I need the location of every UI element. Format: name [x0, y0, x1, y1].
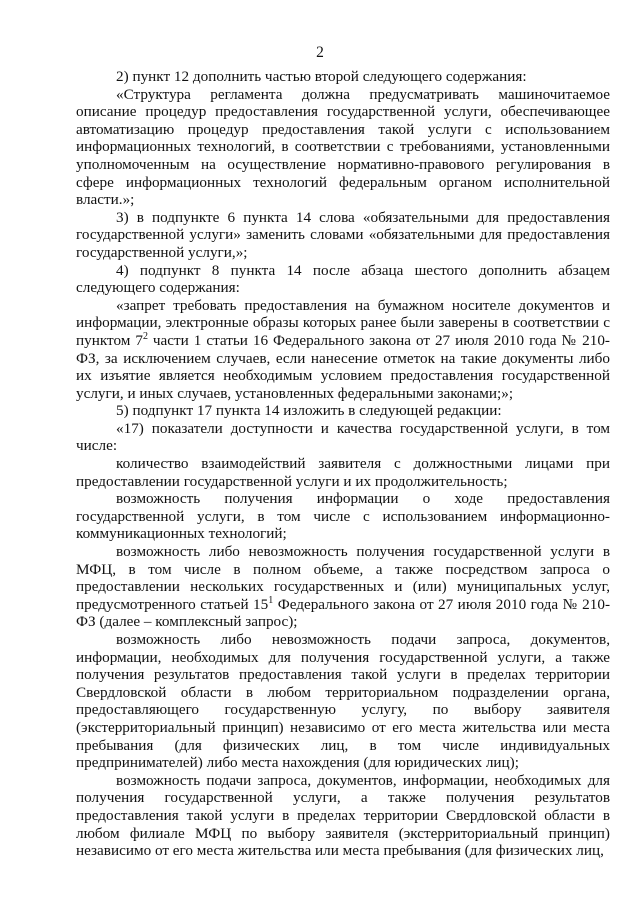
paragraph-info-progress: возможность получения информации о ходе предоставления государственной услуги, в том числе с использованием информационно-коммуникационных технологий;	[76, 490, 610, 543]
document-body	[76, 68, 610, 860]
paragraph-item-3: 3) в подпункте 6 пункта 14 слова «обязательными для предоставления государственной услуги» заменить словами «обязательными для предоставления государственной услуги,»;	[76, 208, 610, 261]
superscript-index: 1	[268, 594, 274, 606]
paragraph-mfc-service	[76, 543, 610, 631]
paragraph-interactions: количество взаимодействий заявителя с должностными лицами при предоставлении государственной услуги и их продолжительность;	[76, 455, 610, 490]
superscript-index: 2	[142, 330, 148, 342]
paragraph-mfc-service-text: возможность либо невозможность получения государственной услуги в МФЦ, в том числе в полном объеме, а также посредством запроса о предоставлении нескольких государственных и (или) муниципальных услуг, предусмотренного статьей 15	[76, 543, 610, 613]
paragraph-mfc-service-text-cont: Федерального закона от 27 июля 2010 года № 210-ФЗ (далее – комплексный запрос);	[76, 595, 611, 631]
paragraph-extraterritorial-mfc: возможность подачи запроса, документов, информации, необходимых для получения государственной услуги, а также получения результатов предоставления такой услуги в пределах территории Свердловской области в любом филиале МФЦ по выбору заявителя (экстерриториальный принцип) независимо от его места жительства или места пребывания (для физических лиц,	[76, 771, 610, 860]
paragraph-structure-quote: «Структура регламента должна предусматривать машиночитаемое описание процедур предоставления государственной услуги, обеспечивающее автоматизацию процедур предоставления такой услуги с использованием информационных технологий, в соответствии с требованиями, установленными уполномоченным на осуществление нормативно-правового регулирования в сфере информационных технологий федеральным органом исполнительной власти.»;	[76, 85, 610, 209]
paragraph-paper-ban	[76, 297, 610, 403]
paragraph-paper-ban-text: «запрет требовать предоставления на бумажном носителе документов и информации, электронные образы которых ранее были заверены в соответствии с пунктом 7	[76, 296, 610, 349]
paragraph-extraterritorial-office: возможность либо невозможность подачи запроса, документов, информации, необходимых для получения государственной услуги, а также получения результатов предоставления такой услуги в пределах территории Свердловской области в любом территориальном подразделении органа, предоставляющего государственную услугу, по выбору заявителя (экстерриториальный принцип) независимо от его места жительства или места пребывания (для физических лиц, в том числе индивидуальных предпринимателей) либо места нахождения (для юридических лиц);	[76, 631, 610, 772]
page-number: 2	[316, 44, 324, 61]
paragraph-item-2: 2) пункт 12 дополнить частью второй следующего содержания:	[116, 68, 527, 85]
paragraph-item-4: 4) подпункт 8 пункта 14 после абзаца шестого дополнить абзацем следующего содержания:	[76, 261, 610, 297]
paragraph-item-17: «17) показатели доступности и качества государственной услуги, в том числе:	[76, 419, 610, 455]
paragraph-paper-ban-text-cont: части 1 статьи 16 Федерального закона от 27 июля 2010 года № 210-ФЗ, за исключением случаев, если нанесение отметок на такие документы либо их изъятие является необходимым условием предоставления государственной услуги, и иных случаев, установленных федеральными законами;»;	[76, 331, 610, 402]
paragraph-item-5: 5) подпункт 17 пункта 14 изложить в следующей редакции:	[116, 402, 502, 420]
